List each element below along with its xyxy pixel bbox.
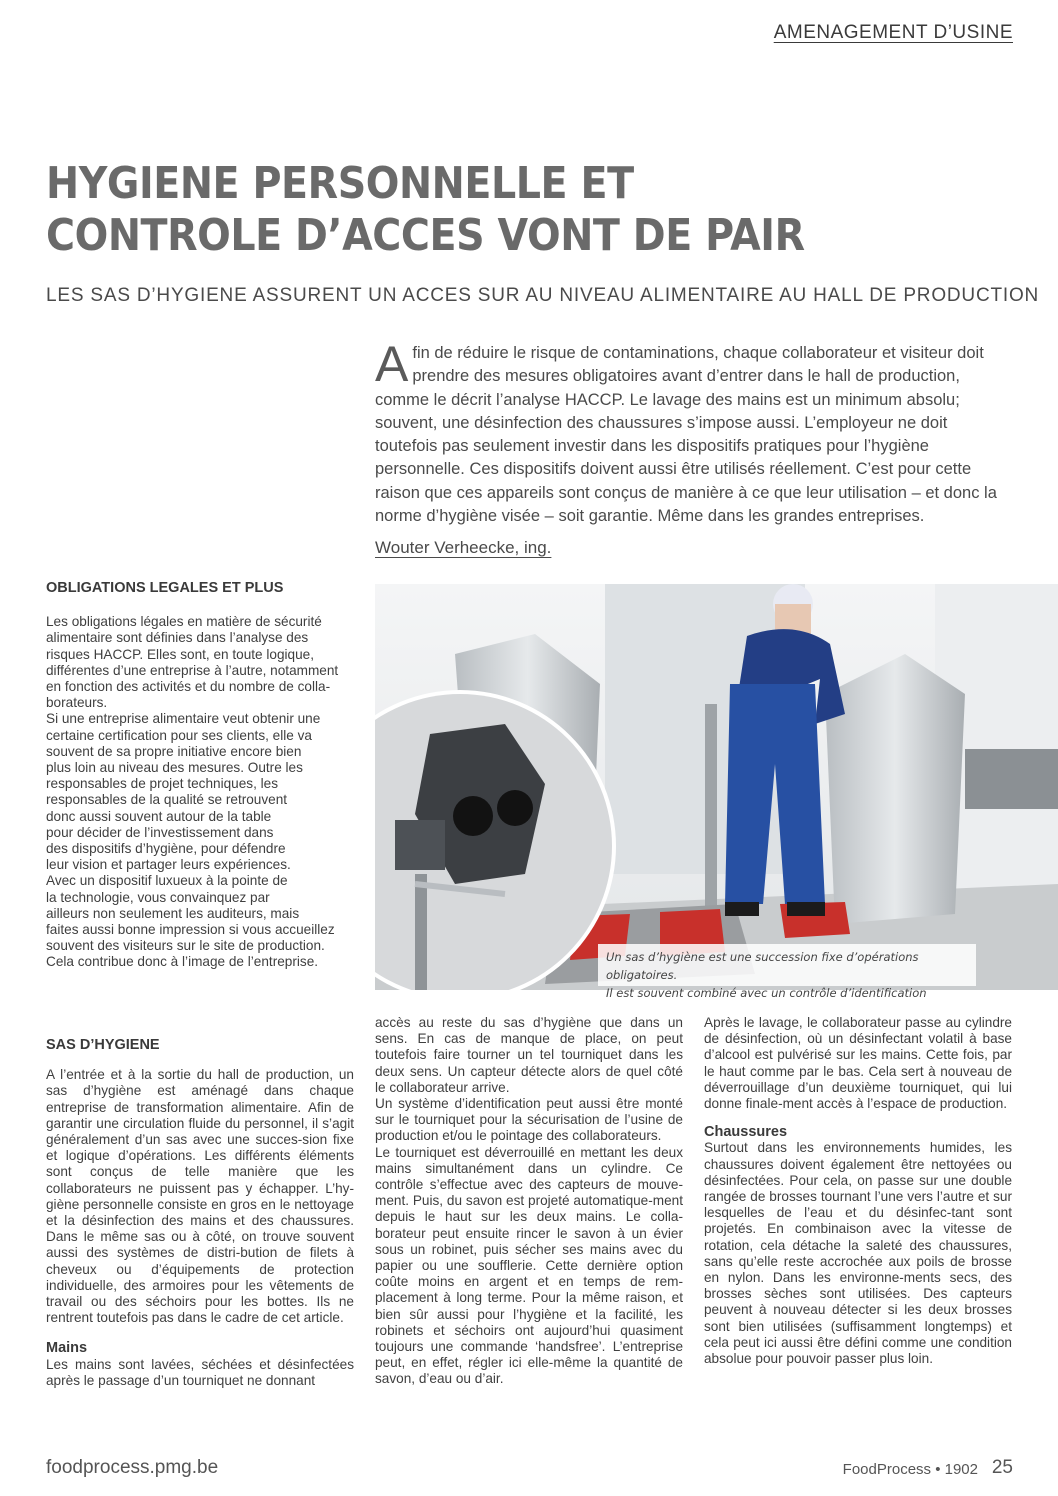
- text-line: responsables de projet techniques, les: [46, 776, 278, 792]
- text-line: alimentaire sont définies dans l’analyse des: [46, 630, 309, 646]
- text-line: donc aussi souvent autour de la table: [46, 808, 272, 824]
- text-line: ailleurs non seulement les auditeurs, mais: [46, 905, 300, 921]
- article-photo: [375, 584, 1058, 990]
- paragraph-mains: Les mains sont lavées, séchées et désinfectées après le passage d’un tourniquet ne donnant: [46, 1356, 354, 1388]
- text-line: responsables de la qualité se retrouvent: [46, 792, 288, 808]
- text-line: Si une entreprise alimentaire veut obtenir une: [46, 711, 321, 727]
- text-line: la technologie, vous convainquez par: [46, 889, 270, 905]
- text-line: souvent de sa propre initiative encore bien: [46, 743, 302, 759]
- author-byline: Wouter Verheecke, ing.: [375, 538, 552, 557]
- column-1-top: [46, 580, 354, 971]
- text-line: Les obligations légales en matière de sécurité: [46, 614, 322, 630]
- intro-text: fin de réduire le risque de contaminations, chaque collaborateur et visiteur doit prendre des mesures obligatoires avant d’entrer dans le hall de production, comme le décrit l’analyse HACCP. Le lavage des mains est un minimum absolu; souvent, une désinfection des chaussures s’impose aussi. L’employeur ne doit toutefois pas seulement investir dans les dispositifs pratiques pour l’hygiène personnelle. Ces dispositifs doivent aussi être utilisés réellement. C’est pour cette raison que ces appareils sont conçus de manière à ce que leur utilisation – et donc la norme d’hygiène visée – soit garantie. Même dans les grandes entreprises.: [375, 344, 997, 526]
- hygiene-lock-illustration: [375, 584, 1058, 990]
- section-heading-sas: SAS D’HYGIENE: [46, 1037, 160, 1053]
- title-line-1: HYGIENE PERSONNELLE ET: [46, 158, 634, 209]
- paragraph-sas: A l’entrée et à la sortie du hall de production, un sas d’hygiène est aménagé dans chaque entreprise de transformation alimentaire. Afin de garantir une circulation fluide du personnel, il s’agit généralement d’un sas avec une succes-sion fixe et logique d’opérations. Les différents éléments sont conçus de telle manière que les collaborateurs ne puissent pas y échapper. L’hy-giène personnelle consiste en gros en le nettoyage et la désinfection des mains et des chaussures. Dans le même sas ou à côté, on trouve souvent aussi des systèmes de distri-bution de filets à cheveux ou d’équipements de protection individuelle, des armoires pour les vêtements de travail ou des séchoirs pour les bottes. Ils ne rentrent toutefois pas dans le cadre de cet article.: [46, 1067, 354, 1326]
- text-line: risques HACCP. Elles sont, en toute logique,: [46, 646, 314, 662]
- caption-line-2: Il est souvent combiné avec un contrôle d’identification: [606, 986, 927, 1000]
- text-line: souvent des visiteurs sur le site de production.: [46, 938, 325, 954]
- article-title: [46, 158, 910, 262]
- text-line: borateurs.: [46, 695, 108, 711]
- footer-magazine-issue: FoodProcess • 1902: [842, 1461, 978, 1478]
- intro-paragraph: [375, 336, 1010, 528]
- paragraph-identification: Un système d’identification peut aussi être monté sur le tourniquet pour la sécurisation de l’usine de production et/ou le pointage des collaborateurs.: [375, 1096, 683, 1144]
- page-number: 25: [991, 1457, 1013, 1478]
- text-line: pour décider de l’investissement dans: [46, 824, 274, 840]
- paragraph-tourniquet: accès au reste du sas d’hygiène que dans un sens. En cas de manque de place, on peut toutefois faire tourner un tel tourniquet dans les deux sens. Un capteur détecte alors de quel côté le collaborateur arrive.: [375, 1015, 683, 1095]
- drop-cap: A: [375, 336, 409, 392]
- caption-line-1: Un sas d’hygiène est une succession fixe d’opérations obligatoires.: [606, 950, 919, 982]
- paragraph-chaussures: Surtout dans les environnements humides, les chaussures doivent également être nettoyées ou désinfectées. Pour cela, on passe sur une double rangée de brosses tournant l’une vers l’autre et sur lesquelles de l’eau et du désinfec-tant sont projetés. En combinaison avec la vitesse de rotation, cela détache la saleté des chaussures, sans qu’elle reste accrochée aux poils de brosse en nylon. Dans les environne-ments secs, des brosses sèches sont utilisées. Des capteurs peuvent à nouveau détecter si les deux brosses sont bien utilisées (suffisamment longtemps) et cela peut ici aussi être défini comme une condition absolue pour pouvoir passer plus loin.: [704, 1140, 1012, 1367]
- footer-website: foodprocess.pmg.be: [46, 1457, 219, 1478]
- column-3: [704, 1015, 1012, 1367]
- text-line: différentes d’une entreprise à l’autre, notamment: [46, 662, 339, 678]
- text-line: des dispositifs d’hygiène, pour défendre: [46, 841, 286, 857]
- title-line-2: CONTROLE D’ACCES VONT DE PAIR: [46, 210, 805, 261]
- photo-caption: [598, 944, 976, 1000]
- paragraph-desinfection: Après le lavage, le collaborateur passe au cylindre de désinfection, où un désinfectant volatil à base d’alcool est pulvérisé sur les mains. Cette fois, par le haut comme par le bas. Cela sert à nouveau de déverrouillage d’un deuxième tourniquet, qui lui donne finale-ment accès à l’espace de production.: [704, 1015, 1012, 1112]
- text-line: faites aussi bonne impression si vous accueillez: [46, 922, 335, 938]
- text-line: Avec un dispositif luxueux à la pointe de: [46, 873, 288, 889]
- text-line: Cela contribue donc à l’image de l’entreprise.: [46, 954, 319, 970]
- subheading-mains: Mains: [46, 1340, 88, 1357]
- section-heading-obligations: OBLIGATIONS LEGALES ET PLUS: [46, 580, 284, 596]
- column-2: [375, 1015, 683, 1388]
- text-line: plus loin au niveau des mesures. Outre les: [46, 760, 303, 776]
- text-line: en fonction des activités et du nombre de colla-: [46, 679, 331, 695]
- article-subtitle: LES SAS D’HYGIENE ASSURENT UN ACCES SUR AU NIVEAU ALIMENTAIRE AU HALL DE PRODUCTION: [46, 285, 1040, 306]
- text-line: certaine certification pour ses clients, elle va: [46, 727, 312, 743]
- text-line: leur vision et partager leurs expériences.: [46, 857, 291, 873]
- section-tag: AMENAGEMENT D’USINE: [773, 22, 1013, 43]
- column-1-bottom: [46, 1037, 354, 1389]
- subheading-chaussures: Chaussures: [704, 1124, 788, 1141]
- paragraph-cylindre: Le tourniquet est déverrouillé en mettant les deux mains simultanément dans un cylindre. Ce contrôle s’effectue avec des capteurs de mouve-ment. Puis, du savon est projeté automatique-ment depuis le haut sur les deux mains. Le colla-borateur peut ensuite rincer le savon à un évier sous un robinet, puis sécher ses mains avec du papier ou une soufflerie. Cette dernière option coûte moins en argent et en temps de rem-placement à long terme. Pour la même raison, et bien sûr aussi pour l’hygiène et la facilité, les robinets et séchoirs ont aujourd’hui quasiment toujours une commande ‘handsfree’. L’entreprise peut, en effet, régler ici elle-même la quantité de savon, d’eau ou d’air.: [375, 1144, 683, 1387]
